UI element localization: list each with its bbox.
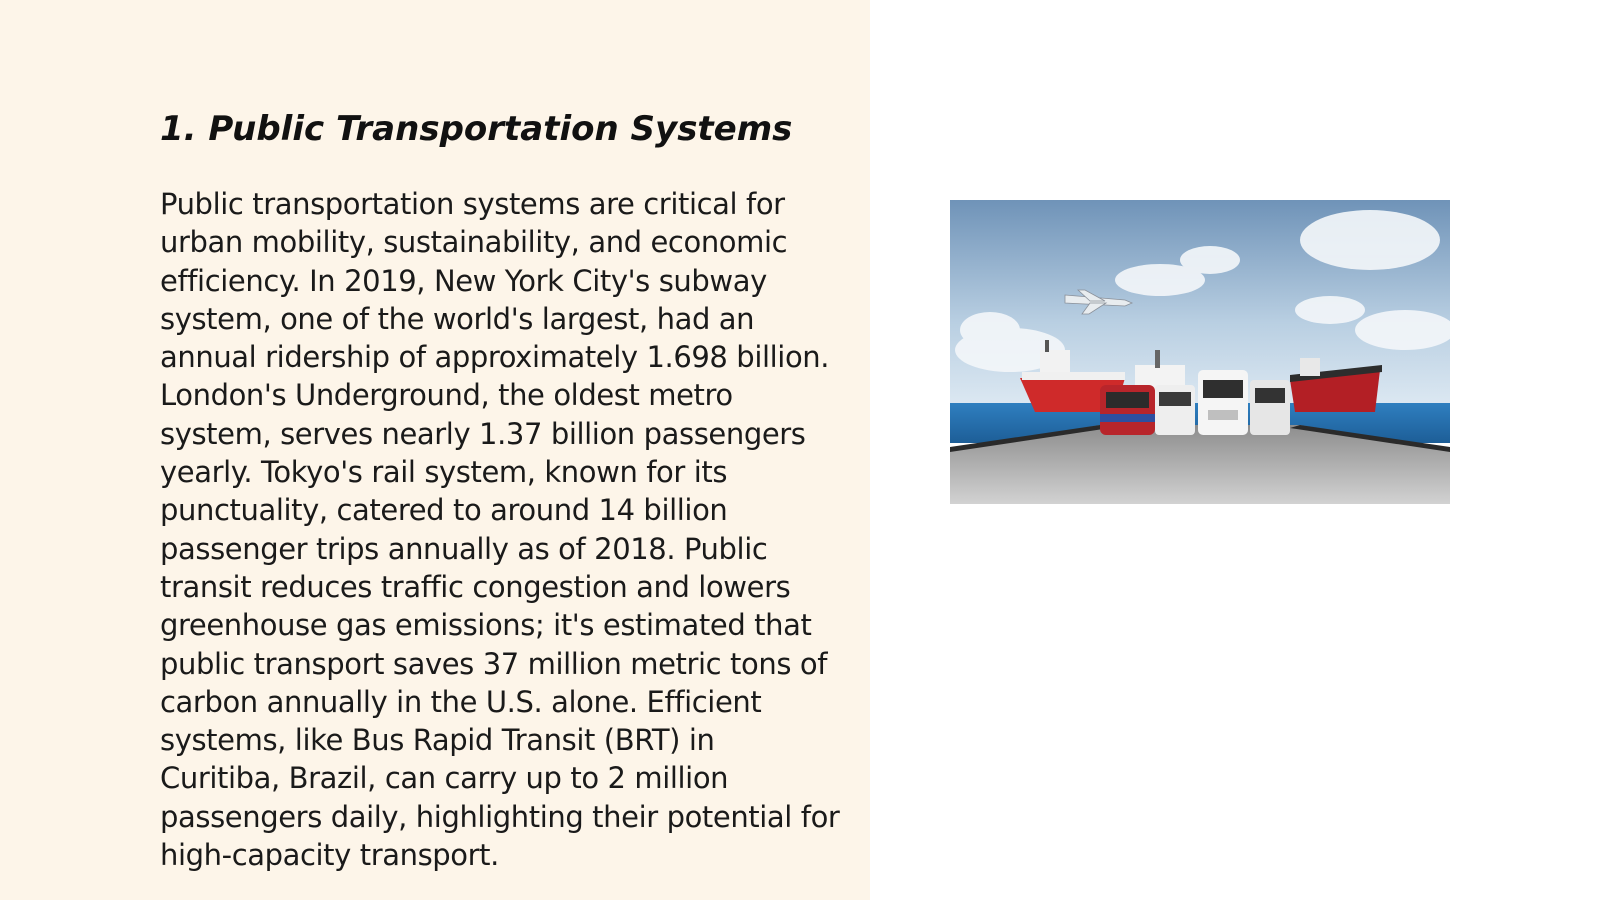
transport-vehicles-photo xyxy=(950,200,1450,504)
section-body: Public transportation systems are critical for urban mobility, sustainability, and economic efficiency. In 2019, New York City's subway system, one of the world's largest, had an annual ridership of approximately 1.698 billion. London's Underground, the oldest metro system, serves nearly 1.37 billion passengers yearly. Tokyo's rail system, known for its punctuality, catered to around 14 billion passenger trips annually as of 2018. Public transit reduces traffic congestion and lowers greenhouse gas emissions; it's estimated that public transport saves 37 million metric tons of carbon annually in the U.S. alone. Efficient systems, like Bus Rapid Transit (BRT) in Curitiba, Brazil, can carry up to 2 million passengers daily, highlighting their potential for high-capacity transport. xyxy=(160,187,840,873)
section-title: 1. Public Transportation Systems xyxy=(160,109,793,149)
